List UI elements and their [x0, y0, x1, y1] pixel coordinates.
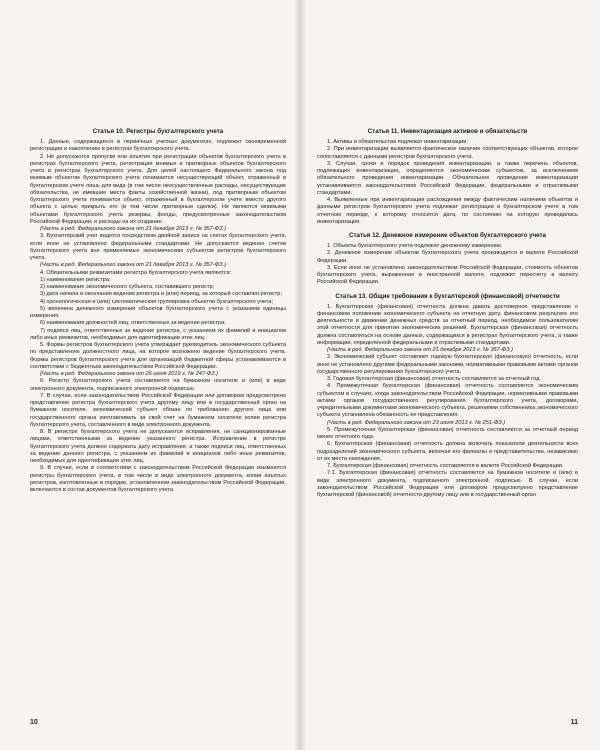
- article-12-heading: Статья 12. Денежное измерение объектов бухгалтерского учета: [349, 232, 546, 239]
- article-13-body: [317, 304, 578, 500]
- amendment-note: (Часть в ред. Федерального закона от 23 июля 2013 г. № 251-ФЗ.): [327, 419, 506, 426]
- right-page: [302, 0, 600, 750]
- paragraph: 4) хронологическая и (или) систематическая группировка объектов бухгалтерского учета;: [40, 298, 274, 305]
- page-number-left: 10: [30, 719, 38, 726]
- paragraph: 2. Денежное измерение объектов бухгалтерского учета производится в валюте Российской Федерации.: [317, 250, 578, 264]
- paragraph: 1. Объекты бухгалтерского учета подлежат денежному измерению.: [327, 243, 503, 249]
- paragraph: 5. Формы регистров бухгалтерского учета утверждает руководитель экономического субъекта по представлению должностного лица, на которое возложено ведение бухгалтерского учета. Формы регистров бухгалтерского учета для организаций бюджетной сферы устанавливаются в соответствии с бюджетным законодательством Российской Федерации.: [30, 342, 286, 370]
- book-gutter: [294, 0, 306, 750]
- paragraph: 7. В случае, если законодательством Российской Федерации или договором предусмотрено представление регистра бухгалтерского учета другому лицу или в государственный орган на бумажном носителе, экономический субъект обязан по требованию другого лица или государственного органа изготавливать за свой счет на бумажном носителе копии регистра бухгалтерского учета, составленного в виде электронного документа.: [30, 392, 286, 428]
- page-number-right: 11: [570, 719, 578, 726]
- article-10-body: [30, 139, 286, 494]
- paragraph: 1) наименование регистра;: [40, 276, 111, 283]
- paragraph: 2. Не допускаются пропуски или изъятия при регистрации объектов бухгалтерского учета в регистрах бухгалтерского учета, регистрация мнимых и притворных объектов бухгалтерского учета в регистрах бухгалтерского учета. Для целей настоящего Федерального закона под мнимым объектом бухгалтерского учета понимается несуществующий объект, отраженный в бухгалтерском учете лишь для вида (в том числе неосуществленные расходы, несуществующие обязательства, не имевшие места факты хозяйственной жизни), под притворным объектом бухгалтерского учета понимается объект, отраженный в бухгалтерском учете вместо другого объекта с целью прикрыть его (в том числе притворные сделки). Не являются мнимыми объектами бухгалтерского учета резервы, фонды, предусмотренные законодательством Российской Федерации, и расходы на их создание.: [30, 153, 286, 225]
- paragraph: 2) наименование экономического субъекта, составившего регистр;: [40, 284, 215, 290]
- paragraph: 4. Обязательными реквизитами регистра бухгалтерского учета являются:: [40, 269, 232, 276]
- paragraph: 6) наименования должностей лиц, ответственных за ведение регистра;: [40, 320, 226, 327]
- paragraph: 8. В регистре бухгалтерского учета не допускаются исправления, не санкционированные лицами, ответственными за ведение указанного регистра. Исправление в регистре бухгалтерского учета должно содержать дату исправления, а также подписи лиц, ответственных за ведение данного регистра, с указанием их фамилий и инициалов либо иных реквизитов, необходимых для идентификации этих лиц.: [30, 429, 286, 464]
- paragraph: 9. В случае, если в соответствии с законодательством Российской Федерации изымаются регистры бухгалтерского учета, в том числе в виде электронного документа, копии изъятых регистров, изготовленные в порядке, установленном законодательством Российской Федерации, включаются в состав документов бухгалтерского учета.: [30, 465, 286, 493]
- paragraph: 6. Бухгалтерская (финансовая) отчетность должна включать показатели деятельности всех подразделений экономического субъекта, включая его филиалы и представительства, независимо от их места нахождения.: [317, 441, 578, 462]
- paragraph: 1. Данные, содержащиеся в первичных учетных документах, подлежат своевременной регистрации и накоплению в регистрах бухгалтерского учета.: [30, 139, 286, 153]
- paragraph: 5. Промежуточная бухгалтерская (финансовая) отчетность составляется за отчетный период менее отчетного года.: [317, 426, 578, 440]
- paragraph: 7. Бухгалтерская (финансовая) отчетность составляется в валюте Российской Федерации.: [327, 463, 564, 469]
- left-page: [0, 0, 298, 750]
- paragraph: 4. Выявленные при инвентаризации расхождения между фактическим наличием объектов и данными регистров бухгалтерского учета подлежат регистрации в бухгалтерском учете в том отчетном периоде, к которому относится дата, по состоянию на которую проводилась инвентаризация.: [317, 197, 578, 225]
- article-11-body: [317, 139, 578, 226]
- amendment-note: (Часть в ред. Федерального закона от 26 июля 2019 г. № 247-ФЗ.): [40, 371, 219, 377]
- paragraph: 2. Экономический субъект составляет годовую бухгалтерскую (финансовую) отчетность, если иное не установлено другими федеральными законами, нормативными правовыми актами органов государственного регулирования бухгалтерского учета.: [317, 354, 578, 375]
- paragraph: 2. При инвентаризации выявляется фактическое наличие соответствующих объектов, которое сопоставляется с данными регистров бухгалтерского учета.: [317, 146, 578, 160]
- left-page-text: [30, 127, 286, 710]
- paragraph: 1. Бухгалтерская (финансовая) отчетность должна давать достоверное представление о финансовом положении экономического субъекта на отчетную дату, финансовом результате его деятельности и движении денежных средств за отчетный период, необходимое пользователям этой отчетности для принятия экономических решений. Бухгалтерская (финансовая) отчетность должна составляться на основе данных, содержащихся в регистрах бухгалтерского учета, а также информации, определенной федеральными и отраслевыми стандартами.: [317, 303, 578, 346]
- right-page-text: [317, 127, 578, 710]
- article-10-heading: Статья 10. Регистры бухгалтерского учета: [92, 128, 224, 135]
- paragraph: 3. Бухгалтерский учет ведется посредством двойной записи на счетах бухгалтерского учета, если иное не установлено федеральными стандартами. Не допускается ведение счетов бухгалтерского учета вне применяемых экономическим субъектом регистров бухгалтерского учета.: [30, 233, 286, 261]
- amendment-note: (Часть в ред. Федерального закона от 21 декабря 2013 г. № 357-ФЗ.): [327, 347, 513, 353]
- paragraph: 7.1. Бухгалтерская (финансовая) отчетность составляется на бумажном носителе и (или) в виде электронного документа, подписанного электронной подписью. В случае, если законодательством Российской Федерации или договором предусмотрено представление бухгалтерской (финансовой) отчетности другому лицу или в государственный орган: [317, 470, 578, 498]
- paragraph: 5) величина денежного измерения объектов бухгалтерского учета с указанием единицы измерения;: [30, 305, 286, 319]
- paragraph: 3. Годовая бухгалтерская (финансовая) отчетность составляется за отчетный год.: [327, 376, 541, 382]
- article-12-body: [317, 243, 578, 287]
- paragraph: 3. Если иное не установлено законодательством Российской Федерации, стоимость объектов бухгалтерского учета, выраженная в иностранной валюте, подлежит пересчету в валюту Российской Федерации.: [317, 264, 578, 286]
- paragraph: 3) дата начала и окончания ведения регистра и (или) период, за который составлен регистр;: [40, 291, 282, 298]
- paragraph: 4. Промежуточная бухгалтерская (финансовая) отчетность составляется экономическим субъектом в случаях, когда законодательством Российской Федерации, нормативными правовыми актами органов государственного регулирования бухгалтерского учета, договорами, учредительными документами экономического субъекта, решениями собственника экономического субъекта установлена обязанность ее представления.: [317, 383, 578, 419]
- paragraph: 1. Активы и обязательства подлежат инвентаризации.: [327, 139, 468, 145]
- paragraph: 3. Случаи, сроки и порядок проведения инвентаризации, а также перечень объектов, подлежащих инвентаризации, определяются экономическим субъектом, за исключением обязательного проведения инвентаризации. Обязательное проведение инвентаризации устанавливается законодательством Российской Федерации, федеральными и отраслевыми стандартами.: [317, 160, 578, 196]
- amendment-note: (Часть в ред. Федерального закона от 21 декабря 2013 г. № 357-ФЗ.): [40, 226, 226, 232]
- article-13-heading: Статья 13. Общие требования к бухгалтерской (финансовой) отчетности: [335, 292, 560, 300]
- article-11-heading: Статья 11. Инвентаризация активов и обязательств: [367, 128, 528, 135]
- paragraph: 6. Регистр бухгалтерского учета составляется на бумажном носителе и (или) в виде электронного документа, подписанного электронной подписью.: [30, 378, 286, 392]
- amendment-note: (Часть в ред. Федерального закона от 21 декабря 2013 г. № 357-ФЗ.): [40, 262, 226, 269]
- paragraph: 7) подписи лиц, ответственных за ведение регистра, с указанием их фамилий и инициалов либо иных реквизитов, необходимых для идентификации этих лиц.: [30, 327, 286, 341]
